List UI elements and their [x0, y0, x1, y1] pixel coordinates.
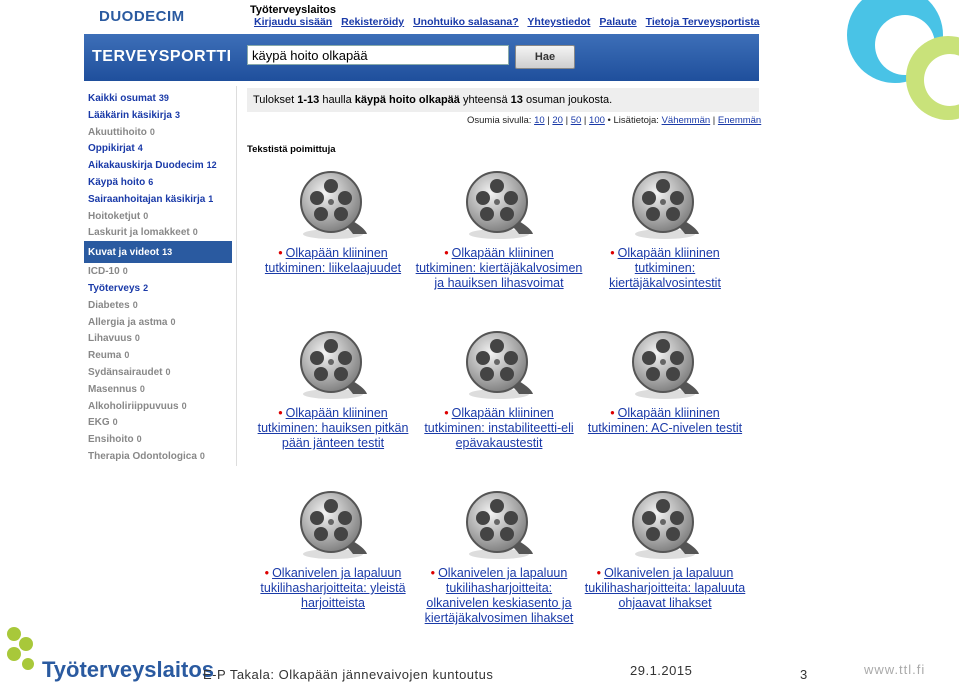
video-title: Olkanivelen ja lapaluun tukilihasharjoitteita: olkanivelen keskiasento ja kiertäjäkalvosimen lihakset [424, 566, 574, 625]
sidebar-item-count: 0 [122, 266, 128, 277]
video-title: Olkanivelen ja lapaluun tukilihasharjoitteita: lapaluuta ohjaavat lihakset [584, 566, 746, 610]
duodecim-logo: DUODECIM [99, 8, 185, 25]
video-title: Olkapään kliininen tutkiminen: AC-nivelen testit [587, 406, 743, 435]
sidebar-item-count: 1 [208, 193, 214, 204]
sidebar-item-count: 0 [112, 417, 118, 428]
sidebar-item-label: ICD-10 [88, 266, 120, 278]
video-link[interactable] [580, 246, 750, 291]
sidebar-item-count: 6 [148, 176, 154, 187]
page-number: 3 [800, 667, 808, 682]
sidebar-item[interactable] [84, 297, 232, 314]
decorative-circles [800, 0, 959, 120]
video-card[interactable] [580, 168, 750, 291]
video-link[interactable] [248, 406, 418, 451]
bullet-icon: • [278, 246, 283, 260]
divider [236, 86, 237, 466]
sidebar-item-label: Sairaanhoitajan käsikirja [88, 193, 206, 205]
film-reel-icon[interactable] [459, 328, 539, 400]
contact-link[interactable]: Yhteystiedot [527, 16, 591, 28]
film-reel-icon[interactable] [625, 168, 705, 240]
sidebar-item[interactable] [84, 157, 232, 174]
sidebar-item-label: Therapia Odontologica [88, 450, 197, 462]
sidebar-item-count: 0 [149, 126, 155, 137]
video-card[interactable] [580, 328, 750, 436]
sidebar-item-count: 12 [206, 160, 217, 171]
feedback-link[interactable]: Palaute [599, 16, 637, 28]
video-title: Olkapään kliininen tutkiminen: kiertäjäkalvosimen ja hauiksen lihasvoimat [415, 246, 583, 290]
sidebar-item-count: 0 [165, 366, 171, 377]
film-reel-icon[interactable] [459, 488, 539, 560]
sidebar-item-label: Ensihoito [88, 434, 134, 446]
video-title: Olkanivelen ja lapaluun tukilihasharjoitteita: yleistä harjoitteista [260, 566, 406, 610]
sidebar-item-label: Lihavuus [88, 333, 132, 345]
sidebar-item[interactable] [84, 431, 232, 448]
terveysportti-logo: TERVEYSPORTTI [92, 48, 232, 65]
video-link[interactable] [248, 566, 418, 611]
video-link[interactable] [580, 406, 750, 436]
login-link[interactable]: Kirjaudu sisään [254, 16, 333, 28]
bullet-icon: • [444, 246, 449, 260]
sidebar-item[interactable] [84, 314, 232, 331]
footer-org: Työterveyslaitos [42, 657, 215, 682]
sidebar-item-label: Laskurit ja lomakkeet [88, 227, 190, 239]
film-reel-icon[interactable] [625, 488, 705, 560]
perpage-10[interactable]: 10 [534, 115, 545, 126]
video-title: Olkapään kliininen tutkiminen: hauiksen pitkän pään jänteen testit [257, 406, 409, 450]
bullet-icon: • [278, 406, 283, 420]
video-card[interactable] [414, 328, 584, 451]
results-query: käypä hoito olkapää [354, 94, 460, 106]
results-summary: Tulokset 1-13 haulla käypä hoito olkapää yhteensä 13 osuman joukosta. [247, 88, 759, 112]
sidebar-item[interactable] [84, 280, 232, 297]
perpage-20[interactable]: 20 [552, 115, 563, 126]
bullet-icon: • [264, 566, 270, 580]
sidebar-item-label: Käypä hoito [88, 176, 146, 188]
video-link[interactable] [414, 246, 584, 291]
sidebar-item[interactable] [84, 347, 232, 364]
results-total: 13 [510, 94, 523, 106]
sidebar-item-label: Akuuttihoito [88, 126, 147, 138]
sidebar-item-label: Allergia ja astma [88, 316, 168, 328]
sidebar-item-count: 0 [132, 299, 138, 310]
video-card[interactable] [248, 488, 418, 611]
sidebar-item-count: 0 [143, 210, 149, 221]
sidebar-item[interactable] [84, 174, 232, 191]
film-reel-icon[interactable] [459, 168, 539, 240]
sidebar-item-count: 0 [136, 434, 142, 445]
sidebar-item[interactable] [84, 208, 232, 225]
sidebar-item[interactable] [84, 330, 232, 347]
sidebar-item-count: 0 [192, 227, 198, 238]
sidebar-item[interactable] [84, 90, 232, 107]
sidebar-item-label: Diabetes [88, 299, 130, 311]
video-card[interactable] [580, 488, 750, 611]
more-info-link[interactable]: Enemmän [717, 115, 762, 126]
sidebar-item[interactable] [84, 140, 232, 157]
video-title: Olkapään kliininen tutkiminen: kiertäjäkalvosintestit [609, 246, 721, 290]
sidebar-item[interactable] [84, 381, 232, 398]
sidebar-item[interactable] [84, 124, 232, 141]
results-range: 1-13 [297, 94, 320, 106]
bullet-icon: • [444, 406, 449, 420]
sidebar-item-label: Oppikirjat [88, 143, 135, 155]
sidebar-item-count: 0 [181, 400, 187, 411]
sidebar-item-label: Kuvat ja videot [88, 247, 160, 259]
sidebar-item[interactable] [84, 364, 232, 381]
video-card[interactable] [414, 168, 584, 291]
perpage-100[interactable]: 100 [589, 115, 605, 126]
footer-presenter: E-P Takala: Olkapään jännevaivojen kuntoutus [203, 667, 494, 682]
bullet-icon: • [430, 566, 436, 580]
film-reel-icon[interactable] [293, 168, 373, 240]
sidebar-item-label: Reuma [88, 350, 122, 362]
film-reel-icon[interactable] [293, 488, 373, 560]
video-link[interactable] [414, 566, 584, 626]
sidebar-item-label: Masennus [88, 383, 137, 395]
sidebar [84, 90, 232, 465]
forgot-password-link[interactable]: Unohtuiko salasana? [413, 16, 519, 28]
video-card[interactable] [414, 488, 584, 626]
sidebar-item[interactable] [84, 224, 232, 241]
search-input[interactable]: käypä hoito olkapää [247, 45, 509, 65]
video-title: Olkapään kliininen tutkiminen: instabiliteetti-eli epävakaustestit [424, 406, 574, 450]
video-title: Olkapään kliininen tutkiminen: liikelaajuudet [264, 246, 402, 275]
sidebar-item-count: 4 [137, 143, 143, 154]
less-info-link[interactable]: Vähemmän [661, 115, 711, 126]
film-reel-icon[interactable] [293, 328, 373, 400]
sidebar-item-count: 2 [143, 282, 149, 293]
sidebar-item[interactable] [84, 241, 232, 263]
sidebar-item-count: 13 [162, 247, 173, 258]
sidebar-item[interactable] [84, 414, 232, 431]
video-link[interactable] [580, 566, 750, 611]
sidebar-item-count: 0 [139, 383, 145, 394]
footer-url: www.ttl.fi [864, 662, 926, 677]
sidebar-item-count: 0 [170, 316, 176, 327]
about-link[interactable]: Tietoja Terveysportista [645, 16, 760, 28]
sidebar-item-label: Työterveys [88, 282, 141, 294]
sidebar-item[interactable] [84, 191, 232, 208]
sidebar-item-label: Sydänsairaudet [88, 366, 163, 378]
sidebar-item-label: Kaikki osumat [88, 93, 156, 104]
sidebar-item[interactable] [84, 448, 232, 465]
sidebar-item-label: EKG [88, 417, 110, 429]
results-per-page: Osumia sivulla: 10 | 20 | 50 | 100 • Lisätietoja: Vähemmän | Enemmän [467, 115, 762, 126]
sidebar-item[interactable] [84, 398, 232, 415]
video-card[interactable] [248, 168, 418, 276]
sidebar-item-label: Aikakauskirja Duodecim [88, 160, 204, 172]
sidebar-item-label: Lääkärin käsikirja [88, 109, 172, 121]
sidebar-item-count: 39 [158, 93, 169, 103]
bullet-icon: • [610, 406, 615, 420]
sidebar-item[interactable] [84, 263, 232, 280]
bullet-icon: • [610, 246, 615, 260]
sidebar-item-count: 0 [134, 333, 140, 344]
sidebar-item-count: 3 [174, 109, 180, 120]
video-card[interactable] [248, 328, 418, 451]
section-title: Tekstistä poimittuja [247, 144, 336, 155]
ttl-logo-icon [4, 624, 44, 680]
top-links [254, 16, 766, 28]
search-button[interactable]: Hae [515, 45, 575, 69]
footer-date: 29.1.2015 [630, 663, 693, 678]
register-link[interactable]: Rekisteröidy [341, 16, 405, 28]
film-reel-icon[interactable] [625, 328, 705, 400]
sidebar-item-count: 0 [124, 350, 130, 361]
sidebar-item-label: Hoitoketjut [88, 210, 141, 222]
perpage-50[interactable]: 50 [570, 115, 582, 126]
bullet-icon: • [596, 566, 602, 580]
org-title: Työterveyslaitos [250, 4, 337, 16]
sidebar-item[interactable] [84, 107, 232, 124]
video-link[interactable] [248, 246, 418, 276]
video-link[interactable] [414, 406, 584, 451]
sidebar-item-label: Alkoholiriippuvuus [88, 400, 179, 412]
sidebar-item-count: 0 [199, 450, 205, 461]
